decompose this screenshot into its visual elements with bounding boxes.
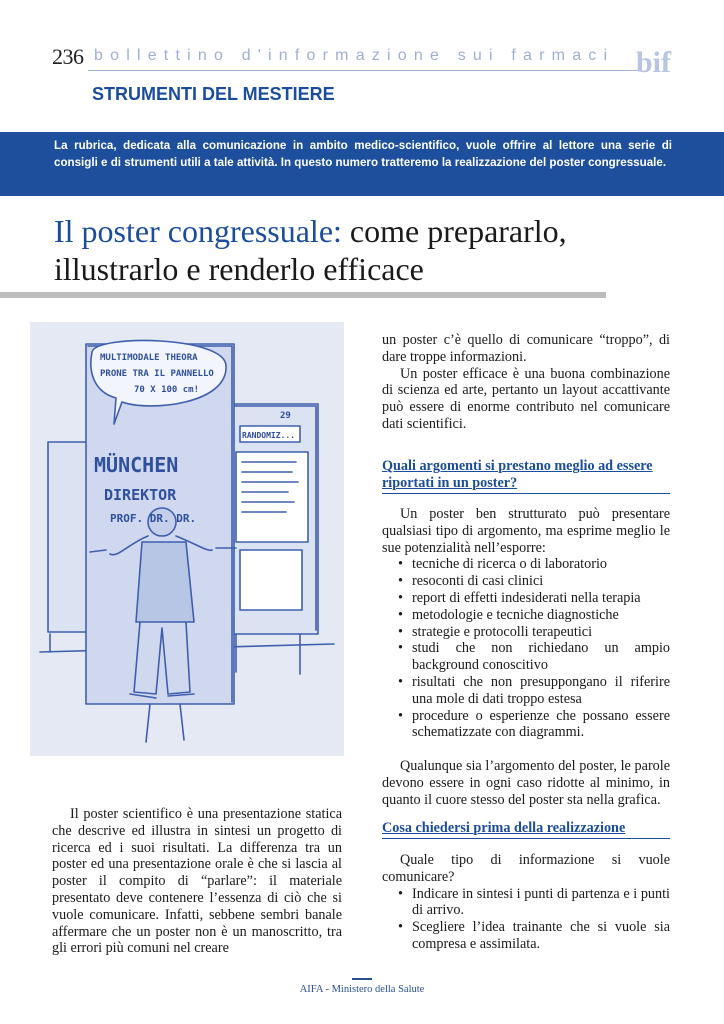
poster-illustration — [30, 322, 344, 756]
right-column-block-2 — [382, 506, 670, 809]
list-item: • procedure o esperienze che possano essere schematizzate con diagrammi. — [398, 707, 670, 741]
bif-logo-text: bif — [636, 46, 672, 79]
poster-line-1: MÜNCHEN — [94, 453, 179, 477]
article-title-highlight: Il poster congressuale: — [54, 213, 342, 249]
paragraph-efficace: Un poster efficace è una buona combinazione di scienza ed arte, pertanto un layout accattivante può essere di enorme contributo nel comunicare dati scientifici. — [382, 365, 670, 432]
speech-bubble-line-3: 70 X 100 cm! — [134, 385, 200, 395]
topics-list — [382, 556, 670, 741]
list-item: • resoconti di casi clinici — [398, 573, 544, 590]
list-item: • metodologie e tecniche diagnostiche — [398, 606, 619, 623]
paragraph-qualunque: Qualunque sia l’argomento del poster, le parole devono essere in ogni caso ridotte al minimo, in quanto il cuore stesso del poster sta nella grafica. — [382, 758, 670, 808]
list-item: • Scegliere l’idea trainante che si vuole sia compresa e assimilata. — [398, 919, 670, 952]
list-item: • report di effetti indesiderati nella terapia — [398, 589, 641, 606]
side-poster-label: 29 — [280, 411, 291, 421]
right-column-block-3 — [382, 852, 670, 953]
side-poster-heading: RANDOMIZ... — [242, 431, 295, 440]
question-heading-2 — [382, 820, 670, 839]
paragraph-quale: Quale tipo di informazione si vuole comunicare? — [382, 852, 670, 885]
page-number: 236 — [52, 44, 84, 69]
right-column-block-1 — [382, 332, 670, 433]
question-heading-2-text: Cosa chiedersi prima della realizzazione — [382, 820, 626, 836]
speech-bubble-line-1: MULTIMODALE THEORA — [100, 353, 198, 363]
article-title-rest: come prepararlo, illustrarlo e renderlo efficace — [54, 213, 567, 287]
title-rule — [0, 292, 606, 298]
journal-title: bollettino d'informazione sui farmaci — [94, 47, 615, 64]
question-heading-1-text: Quali argomenti si prestano meglio ad essere riportati in un poster? — [382, 458, 653, 491]
footer: AIFA - Ministero della Salute — [299, 984, 425, 995]
footer-mark — [352, 978, 372, 980]
list-item: • Indicare in sintesi i punti di partenza e i punti di arrivo. — [398, 885, 670, 919]
paragraph-ben-strutturato: Un poster ben strutturato può presentare qualsiasi tipo di argomento, ma esprime meglio le sue potenzialità nell’esporre: — [382, 506, 670, 556]
list-item: • strategie e protocolli terapeutici — [398, 623, 593, 640]
paragraph-continued: un poster c’è quello di comunicare “troppo”, di dare troppe informazioni. — [382, 332, 670, 365]
list-item: • studi che non richiedano un ampio background conoscitivo — [398, 640, 670, 674]
questions-list — [382, 886, 670, 953]
question-heading-1 — [382, 458, 670, 494]
article-title — [54, 212, 654, 288]
speech-bubble-line-2: PRONE TRA IL PANNELLO — [100, 369, 214, 379]
list-item: • tecniche di ricerca o di laboratorio — [398, 556, 607, 573]
poster-line-3: PROF. DR. DR. — [110, 512, 197, 525]
poster-line-2: DIREKTOR — [104, 486, 177, 504]
intro-text: La rubrica, dedicata alla comunicazione in ambito medico-scientifico, vuole offrire al lettore una serie di consigli e di strumenti utili a tale attività. In questo numero tratteremo la realizzazione del poster congressuale. — [54, 139, 672, 169]
paragraph-intro: Il poster scientifico è una presentazione statica che descrive ed illustra in sintesi un progetto di ricerca ed i suoi risultati. La differenza tra un poster ed una presentazione orale è che si lascia al poster il compito di “parlare”: il materiale presentato deve contenere l’essenza di ciò che si vuole comunicare. Infatti, sebbene sembri banale affermare che un poster non è un manoscritto, tra gli errori più comuni nel creare — [52, 806, 342, 957]
list-item: • risultati che non presuppongano il riferire una mole di dati troppo estesa — [398, 673, 670, 707]
header-rule — [88, 70, 640, 71]
bif-logo — [636, 44, 674, 80]
section-title: STRUMENTI DEL MESTIERE — [92, 84, 335, 104]
left-column — [52, 806, 342, 957]
